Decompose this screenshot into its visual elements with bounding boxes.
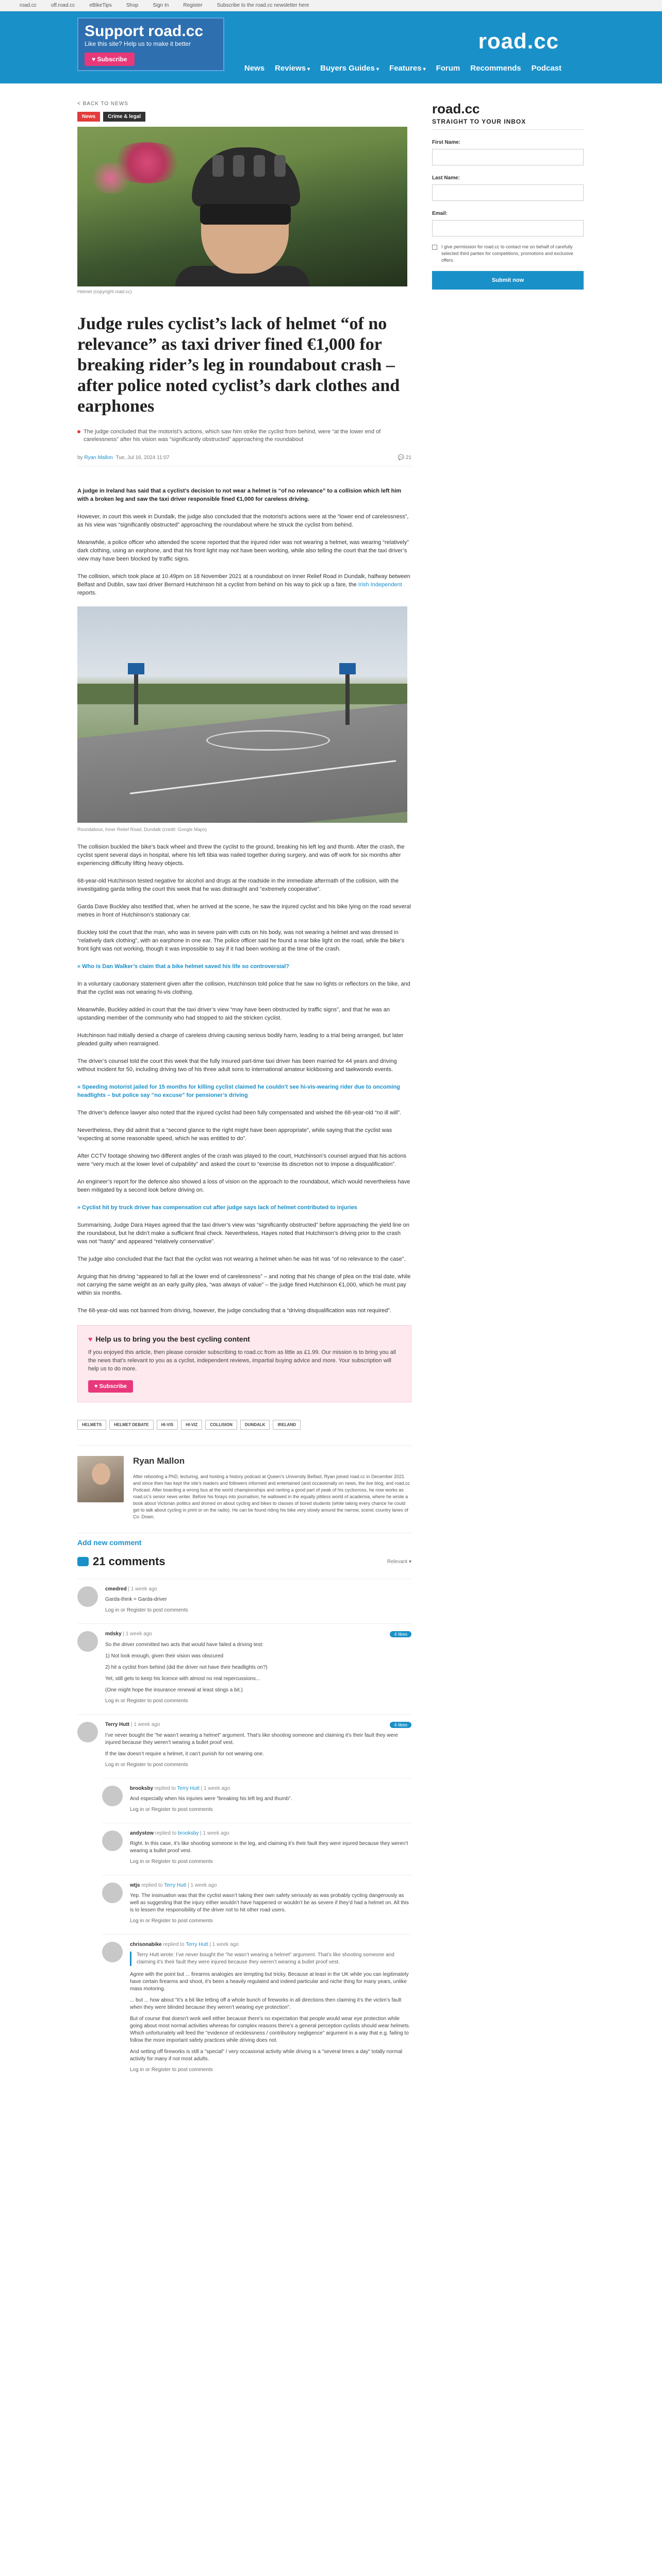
nav-item-label: News bbox=[244, 64, 265, 73]
comment-paragraph: But of course that doesn’t work well either because there’s no expectation that people would wear eye protection while going about most normal activities whereas for complex reasons there’s a general perception cyclists should wear helmets. Which unfortunately will feed the "evidence of recklessness / contributory negligence" argument in a way that e.g. failing to follow the more important safety practices while driving does not. bbox=[130, 2016, 410, 2043]
article-paragraph: Hutchinson had initially denied a charge of careless driving causing serious bodily harm, leading to a trial being arranged, but later pleaded guilty when rearraigned. bbox=[77, 1032, 404, 1047]
avatar[interactable] bbox=[102, 1883, 123, 1903]
comment-reply-to[interactable]: Terry Hutt bbox=[177, 1786, 200, 1791]
comment-paragraph: ... but ... how about "it’s a bit like letting off a whole bunch of fireworks in all directions then claiming it’s the victim’s fault when they were blinded because they weren’t wearing eye protection". bbox=[130, 1997, 402, 2010]
inline-source-link[interactable]: Irish Independent bbox=[358, 582, 402, 588]
comments-sort-value: Relevant bbox=[387, 1558, 408, 1565]
comment bbox=[102, 1778, 411, 1812]
promo-subtitle: Like this site? Help us to make it better bbox=[85, 40, 191, 47]
byline bbox=[77, 455, 411, 466]
comment-meta bbox=[105, 1722, 411, 1728]
comments-title bbox=[77, 1555, 166, 1568]
comment bbox=[102, 1823, 411, 1865]
comment-count: 21 bbox=[405, 455, 411, 461]
related-link-3[interactable]: » Cyclist hit by truck driver has compensation cut after judge says lack of helmet contributed to injuries bbox=[77, 1205, 357, 1211]
author-box bbox=[77, 1445, 411, 1520]
tag-chip[interactable]: IRELAND bbox=[273, 1420, 301, 1430]
related-link-2[interactable]: » Speeding motorist jailed for 15 months for killing cyclist claimed he couldn’t see hi-vis-wearing rider due to oncoming headlights – but police say “no excuse” for pensioner’s driving bbox=[77, 1084, 400, 1098]
comment-meta-left: cmedred | 1 week ago bbox=[105, 1586, 157, 1592]
nav-item-label: Reviews bbox=[275, 64, 306, 73]
back-to-news-link[interactable]: < BACK TO NEWS bbox=[77, 101, 128, 107]
comment-username[interactable]: brooksby bbox=[130, 1786, 154, 1791]
comment-text bbox=[130, 1952, 411, 2063]
comment-username[interactable]: wtjs bbox=[130, 1883, 140, 1888]
nav-item-label: Forum bbox=[436, 64, 460, 73]
comment-paragraph: Right. In this case, it’s like shooting someone in the leg, and claiming it’s their fault they were injured because they weren’t wearing a bullet proof vest. bbox=[130, 1841, 408, 1854]
comments-sort-select[interactable] bbox=[387, 1559, 411, 1565]
author-name[interactable]: Ryan Mallon bbox=[133, 1456, 185, 1466]
article-paragraph bbox=[77, 487, 411, 503]
comment-meta bbox=[130, 1883, 411, 1888]
nav-item-label: Features bbox=[389, 64, 422, 73]
consent-checkbox[interactable] bbox=[432, 245, 437, 250]
comment-meta-left: wtjs replied to Terry Hutt | 1 week ago bbox=[130, 1883, 217, 1888]
nav-item-label: Podcast bbox=[531, 64, 561, 73]
newsletter-subtitle: STRAIGHT TO YOUR INBOX bbox=[432, 118, 526, 125]
nav-item-label: Buyers Guides bbox=[320, 64, 375, 73]
comment-meta bbox=[130, 1786, 411, 1791]
article-paragraph: The judge also concluded that the fact that the cyclist was not wearing a helmet when he was hit was “of no relevance to the case”. bbox=[77, 1256, 406, 1262]
comment-body bbox=[105, 1586, 411, 1613]
comment-meta-left: mdsky | 1 week ago bbox=[105, 1631, 152, 1637]
article-paragraph: Meanwhile, Buckley added in court that the taxi driver’s view “may have been obstructed by traffic signs”, and that he was an upstanding member of the community who had stopped to aid the stricken cyclist. bbox=[77, 1007, 390, 1021]
comment bbox=[77, 1714, 411, 1768]
paragraph-text: A judge in Ireland has said that a cyclist’s decision to not wear a helmet is “of no relevance” to a collision which left him with a broken leg and saw the taxi driver responsible fined €1,000 for careless driving. bbox=[77, 488, 402, 502]
chevron-down-icon: ▾ bbox=[376, 66, 379, 72]
comment-paragraph: Yet, still gets to keep his licence with almost no real repercussions... bbox=[105, 1676, 260, 1682]
article-paragraph: The collision buckled the bike’s back wheel and threw the cyclist to the ground, breaking his left leg and thumb. After the crash, the cyclist spent several days in hospital, where his left tibia was nailed together during surgery, and was off work for six months after experiencing difficulty lifting heavy objects. bbox=[77, 844, 405, 867]
topbar-link[interactable]: Shop bbox=[126, 3, 139, 8]
comment-body bbox=[105, 1722, 411, 1768]
consent-checkbox-row bbox=[432, 244, 584, 264]
byline-prefix: by bbox=[77, 455, 83, 461]
paragraph-text: reports. bbox=[77, 590, 97, 596]
nav-item[interactable] bbox=[436, 64, 460, 73]
site-logo[interactable]: road.cc bbox=[478, 29, 559, 53]
main-nav bbox=[232, 64, 585, 73]
article-paragraph: After CCTV footage showing two different angles of the crash was played to the court, Hutchinson’s counsel argued that his actions were “very much at the lower level of culpability” and asked the court to “exercise its discretion not to impose a disqualification”. bbox=[77, 1153, 406, 1167]
comments-title-text: 21 comments bbox=[93, 1555, 166, 1568]
article-paragraph: Summarising, Judge Dara Hayes agreed that the taxi driver’s view was “significantly obstructed” before approaching the yield line on the roundabout, but he didn’t make a sufficient final check. Nevertheless, Hayes noted that Hutchinson’s driving prior to the crash was not “hasty” and appeared “relatively conservative”. bbox=[77, 1222, 410, 1245]
avatar[interactable] bbox=[77, 1722, 98, 1742]
comment bbox=[77, 1623, 411, 1704]
heart-icon: ♥ bbox=[88, 1335, 93, 1343]
article-paragraph: An engineer’s report for the defence also showed a loss of vision on the approach to the roundabout, which would nevertheless have been mitigated by a second look before driving on. bbox=[77, 1179, 410, 1193]
comment-text bbox=[105, 1732, 411, 1758]
heart-icon: ♥ bbox=[94, 1383, 100, 1389]
paragraph-text: The collision, which took place at 10.49pm on 18 November 2021 at a roundabout on Inner Relief Road in Dundalk, halfway between Belfast and Dublin, saw taxi driver Bernard Hutchinson hit a cyclist from behind on his way to pick up a fare, the bbox=[77, 573, 410, 588]
article-main bbox=[77, 101, 411, 2073]
nav-item[interactable] bbox=[470, 64, 521, 73]
article-paragraph: The 68-year-old was not banned from driving, however, the judge concluding that a “driving disqualification was not required”. bbox=[77, 1308, 392, 1314]
email-label: Email: bbox=[432, 211, 448, 216]
article-paragraph: Nevertheless, they did admit that a “second glance to the right might have been appropriate”, while saying that the cyclist was “expecting at some reasonable speed, which he was entitled to do”. bbox=[77, 1127, 392, 1142]
comment-meta bbox=[130, 1942, 411, 1947]
add-comment-link[interactable]: Add new comment bbox=[77, 1533, 411, 1547]
comment-text bbox=[105, 1641, 411, 1694]
tag-chip[interactable]: COLLISION bbox=[205, 1420, 237, 1430]
first-name-field bbox=[432, 137, 584, 165]
comment-login-prompt[interactable]: Log in or Register to post comments bbox=[105, 1762, 188, 1768]
avatar[interactable] bbox=[102, 1786, 123, 1806]
hero-image bbox=[77, 127, 407, 286]
comment-paragraph: 2) hit a cyclist from behind (did the driver not have their headlights on?) bbox=[105, 1665, 268, 1670]
top-utility-bar bbox=[0, 0, 662, 11]
email-field bbox=[432, 208, 584, 236]
comment-meta-left: chrisonabike replied to Terry Hutt | 1 week ago bbox=[130, 1942, 239, 1947]
comment-username[interactable]: chrisonabike bbox=[130, 1942, 162, 1947]
subscribe-box-text: If you enjoyed this article, then please consider subscribing to road.cc from as little as £1.99. Our mission is to bring you all the news that’s relevant to you as a cyclist, independent reviews, impartial buying advice and more. Your subscription will help us to do more. bbox=[88, 1349, 396, 1372]
article-paragraph: 68-year-old Hutchinson tested negative for alcohol and drugs at the roadside in the immediate aftermath of the collision, with the investigating garda telling the court this week that he was distraught and “extremely cooperative”. bbox=[77, 878, 399, 892]
subscribe-box-title: Help us to bring you the best cycling content bbox=[95, 1335, 250, 1343]
avatar[interactable] bbox=[77, 1586, 98, 1607]
last-name-field bbox=[432, 173, 584, 201]
related-link-1[interactable]: » Who is Dan Walker’s claim that a bike helmet saved his life so controversial? bbox=[77, 963, 290, 970]
tag-chip[interactable]: HI-VIZ bbox=[181, 1420, 202, 1430]
image2-caption: Roundabout, Inner Relief Road, Dundalk (credit: Google Maps) bbox=[77, 827, 207, 832]
comment-meta bbox=[130, 1831, 411, 1836]
byline-author[interactable]: Ryan Mallon bbox=[84, 455, 113, 461]
support-promo[interactable] bbox=[77, 18, 224, 71]
comment-username[interactable]: andystow bbox=[130, 1831, 154, 1836]
article-body bbox=[77, 487, 411, 1315]
promo-subscribe-button[interactable] bbox=[85, 53, 135, 66]
topbar-link[interactable]: off.road.cc bbox=[51, 3, 75, 8]
comment-time: 1 week ago bbox=[203, 1831, 229, 1836]
comment-meta-left: andystow replied to brooksby | 1 week ago bbox=[130, 1831, 229, 1836]
comment-text bbox=[105, 1596, 411, 1603]
nav-item[interactable] bbox=[532, 64, 561, 73]
article-paragraph: Garda Dave Buckley also testified that, when he arrived at the scene, he saw the injured cyclist and his bike lying on the road several metres in front of Hutchinson’s stationary car. bbox=[77, 904, 411, 918]
paragraph-text: However, in court this week in Dundalk, the judge also concluded that the motorist’s actions were at the “lower end of carelessness”, as his view was “significantly obstructed” approaching the roundabout where he struck the cyclist from behind. bbox=[77, 514, 409, 528]
comment-meta bbox=[105, 1631, 411, 1637]
nav-item[interactable] bbox=[275, 64, 310, 73]
subscribe-box-button-label: Subscribe bbox=[99, 1383, 127, 1389]
comment bbox=[102, 1934, 411, 2073]
roundabout-image bbox=[77, 606, 407, 823]
topbar-link[interactable]: Register bbox=[183, 3, 203, 8]
topbar-link[interactable]: eBikeTips bbox=[89, 3, 112, 8]
tag-crime-legal[interactable]: Crime & legal bbox=[103, 112, 145, 122]
comment-text bbox=[130, 1892, 411, 1914]
comment-body bbox=[130, 1831, 411, 1865]
author-bio: After rebooting a PhD, lecturing, and hosting a history podcast at Queen’s University Belfast, Ryan joined road.cc in December 2021 and since then has kept the site’s readers and followers informed and entertained (and occasionally on news, the live blog, and road.cc Podcast. After boarding a wrong bus at the world championships and ranting a good part of peak of his cyclocross, he now works as road.cc’s senior news writer. Before his forays into journalism, he wallowed in the equally pitiless world of academia, where he wrote a book about Victorian politics and droned on about cycling and bikes to classes of bored students (while taking every chance he could get to talk about cycling in print or on the radio). He can be found riding his bike very slowly around the narrow, scenic country lanes of Co. Down. bbox=[133, 1474, 410, 1519]
comment-bubble-icon: 💬 bbox=[398, 455, 406, 461]
consent-text: I give permission for road.cc to contact me on behalf of carefully selected third parties for competitions, promotions and exclusive offers. bbox=[441, 244, 573, 263]
comment-reply-to[interactable]: Terry Hutt bbox=[163, 1883, 187, 1888]
last-name-input[interactable] bbox=[432, 184, 584, 201]
comment-meta bbox=[105, 1586, 411, 1592]
comment-login-prompt[interactable]: Log in or Register to post comments bbox=[130, 1918, 213, 1924]
comment-time: 1 week ago bbox=[130, 1586, 157, 1592]
tag-chip[interactable]: HELMET DEBATE bbox=[109, 1420, 153, 1430]
comment-login-prompt[interactable]: Log in or Register to post comments bbox=[130, 1807, 213, 1812]
comment-username[interactable]: mdsky bbox=[105, 1631, 122, 1637]
comment-body bbox=[105, 1631, 411, 1704]
article-paragraph bbox=[77, 538, 411, 563]
comment-username[interactable]: cmedred bbox=[105, 1586, 127, 1592]
subscribe-box bbox=[77, 1325, 411, 1402]
comment-meta-left: Terry Hutt | 1 week ago bbox=[105, 1722, 160, 1727]
comment-likes[interactable]: 4 likes bbox=[390, 1631, 411, 1637]
article-paragraph bbox=[77, 513, 411, 529]
comment-time: 1 week ago bbox=[125, 1631, 152, 1637]
first-name-input[interactable] bbox=[432, 149, 584, 165]
chevron-down-icon: ▾ bbox=[408, 1558, 411, 1565]
comment-likes[interactable]: 4 likes bbox=[390, 1722, 411, 1728]
comment-bubble-icon bbox=[77, 1557, 89, 1566]
comment-time: 1 week ago bbox=[212, 1942, 239, 1947]
article-paragraph bbox=[77, 572, 411, 597]
comment-paragraph: And setting off fireworks is still a "special" / very occasional activity while driving is a "several times a day" totally normal activity for many if not most adults. bbox=[130, 2049, 403, 2062]
site-header bbox=[0, 11, 662, 83]
comment-paragraph: Garda-think = Garda-driver bbox=[105, 1597, 167, 1602]
comment-login-prompt[interactable]: Log in or Register to post comments bbox=[130, 2067, 213, 2073]
comment-time: 1 week ago bbox=[190, 1883, 217, 1888]
paragraph-text: Meanwhile, a police officer who attended the scene reported that the injured rider was not wearing a helmet, was wearing “relatively” dark clothing, using an earphone, and that his front light may not have been working, while also telling the court that the taxi driver’s view may have been blocked by traffic signs. bbox=[77, 539, 409, 562]
nav-item-label: Recommends bbox=[470, 64, 521, 73]
avatar[interactable] bbox=[77, 1631, 98, 1652]
avatar[interactable] bbox=[102, 1942, 123, 1962]
nav-item[interactable] bbox=[244, 64, 264, 73]
article-tags bbox=[77, 112, 411, 122]
article-standfirst: The judge concluded that the motorist’s actions, which saw him strike the cyclist from behind, were “at the lower end of carelessness” after his vision was “significantly obstructed” approaching the roundabout bbox=[77, 428, 411, 444]
nav-item[interactable] bbox=[320, 64, 379, 73]
comment-quote: Terry Hutt wrote: I’ve never bought the "he wasn’t wearing a helmet" argument. That’s like shooting someone and claiming it’s their fault they were injured because they weren’t wearing a bullet proof vest. bbox=[130, 1952, 411, 1966]
subscribe-box-button[interactable] bbox=[88, 1380, 133, 1393]
hero-caption: Helmet (copyright road.cc) bbox=[77, 289, 132, 294]
newsletter-sidebar bbox=[432, 101, 584, 290]
newsletter-submit-button[interactable]: Submit now bbox=[432, 271, 584, 290]
article-paragraph: The driver’s counsel told the court this week that the fully insured part-time taxi driver has been married for 44 years and driving without incident for 50, including driving two of his three adult sons to international amateur kickboxing and taekwondo events. bbox=[77, 1058, 397, 1073]
comment-body bbox=[130, 1786, 411, 1812]
last-name-label: Last Name: bbox=[432, 175, 460, 181]
comment-text bbox=[130, 1840, 411, 1855]
email-input[interactable] bbox=[432, 220, 584, 236]
comment-list bbox=[77, 1579, 411, 2073]
comment-body bbox=[130, 1942, 411, 2073]
tag-news[interactable]: News bbox=[77, 112, 100, 122]
tag-chip[interactable]: HI-VIS bbox=[157, 1420, 178, 1430]
comment-paragraph: I’ve never bought the "he wasn’t wearing a helmet" argument. That’s like shooting someone and claiming it’s their fault they were injured because they weren’t wearing a bullet proof vest. bbox=[105, 1733, 398, 1745]
comment-paragraph: 1) Not look enough, given their vision was obscured bbox=[105, 1653, 224, 1659]
chevron-down-icon: ▾ bbox=[307, 66, 310, 72]
topbar-link[interactable]: Subscribe to the road.cc newsletter here bbox=[217, 3, 309, 8]
comment-time: 1 week ago bbox=[134, 1722, 160, 1727]
comment-login-prompt[interactable]: Log in or Register to post comments bbox=[105, 1698, 188, 1704]
comment-login-prompt[interactable]: Log in or Register to post comments bbox=[130, 1859, 213, 1865]
comment-login-prompt[interactable]: Log in or Register to post comments bbox=[105, 1607, 188, 1613]
comment-count-link[interactable] bbox=[398, 455, 411, 461]
comment-paragraph: (One might hope the insurance renewal at least stings a bit.) bbox=[105, 1687, 243, 1693]
promo-title: Support road.cc bbox=[85, 23, 204, 40]
topbar-link[interactable]: road.cc bbox=[20, 3, 37, 8]
nav-item[interactable] bbox=[389, 64, 426, 73]
comment-paragraph: And especially when his injuries were "breaking his left leg and thumb". bbox=[130, 1796, 292, 1802]
newsletter-logo: road.cc bbox=[432, 101, 480, 116]
tag-chip[interactable]: HELMETS bbox=[77, 1420, 106, 1430]
comment bbox=[102, 1875, 411, 1924]
tag-cloud bbox=[77, 1420, 411, 1430]
comment-username[interactable]: Terry Hutt bbox=[105, 1722, 130, 1727]
comment-meta-left: brooksby replied to Terry Hutt | 1 week ago bbox=[130, 1786, 230, 1791]
comment-paragraph: Agree with the point but ... firearms analogies are tempting but tricky. Because at least in the UK while you can legitimately have certain firearms and shoot, it’s been a heavily regulated and indeed particular and niche thing for many years, unlike mass motoring. bbox=[130, 1972, 409, 1992]
comment-reply-to[interactable]: brooksby bbox=[177, 1831, 199, 1836]
article-headline: Judge rules cyclist’s lack of helmet “of no relevance” as taxi driver fined €1,000 for breaking rider’s leg in roundabout crash – after police noted cyclist’s dark clothes and earphones bbox=[77, 314, 400, 416]
comment-paragraph: If the law doesn’t require a helmet, it can’t punish for not wearing one. bbox=[105, 1751, 264, 1757]
comment-paragraph: So the driver committed two acts that would have failed a driving test: bbox=[105, 1642, 263, 1648]
chevron-down-icon: ▾ bbox=[423, 66, 426, 72]
comment-reply-to[interactable]: Terry Hutt bbox=[186, 1942, 208, 1947]
byline-date: Tue, Jul 16, 2024 11:07 bbox=[115, 455, 170, 461]
author-avatar[interactable] bbox=[77, 1456, 124, 1502]
first-name-label: First Name: bbox=[432, 140, 461, 145]
comment-time: 1 week ago bbox=[204, 1786, 230, 1791]
article-paragraph: Arguing that his driving “appeared to fall at the lower end of carelessness” – and noting that his change of plea on the trial date, while not carrying the same weight as an early guilty plea, “was always of value” – the judge fined Hutchinson €1,000, which he must pay within six months. bbox=[77, 1274, 411, 1296]
article-paragraph: The driver’s defence lawyer also noted that the injured cyclist had been fully compensated and wished the 68-year-old “no ill will”. bbox=[77, 1110, 402, 1116]
article-paragraph: In a voluntary cautionary statement given after the collision, Hutchinson told police that he saw no lights or reflectors on the bike, and that the cyclist was not wearing hi-vis clothing. bbox=[77, 981, 410, 995]
avatar[interactable] bbox=[102, 1831, 123, 1851]
article-paragraph: Buckley told the court that the man, who was in severe pain with cuts on his body, was not wearing a helmet and was dressed in “relatively dark clothing”, with an earphone in one ear. The police officer said he found a rear bike light on the road, while the bike’s front light was not working, though it was impossible to say if it had been working at the time of the crash. bbox=[77, 929, 405, 952]
promo-subscribe-label: Subscribe bbox=[97, 56, 127, 63]
heart-icon: ♥ bbox=[92, 56, 97, 63]
comment-text bbox=[130, 1795, 411, 1803]
comment-body bbox=[130, 1883, 411, 1924]
comment bbox=[77, 1579, 411, 1613]
topbar-link[interactable]: Sign In bbox=[153, 3, 169, 8]
comments-header bbox=[77, 1555, 411, 1568]
tag-chip[interactable]: DUNDALK bbox=[240, 1420, 270, 1430]
comment-paragraph: Yep. The insinuation was that the cyclist wasn’t taking their own safety seriously as was probably cycling dangerously as well as suggesting that the injury either wouldn’t have happened or wouldn’t be as severe if they’d had a helmet on. All this is to lessen the responsibility of the driver not to hit other road users. bbox=[130, 1893, 409, 1913]
